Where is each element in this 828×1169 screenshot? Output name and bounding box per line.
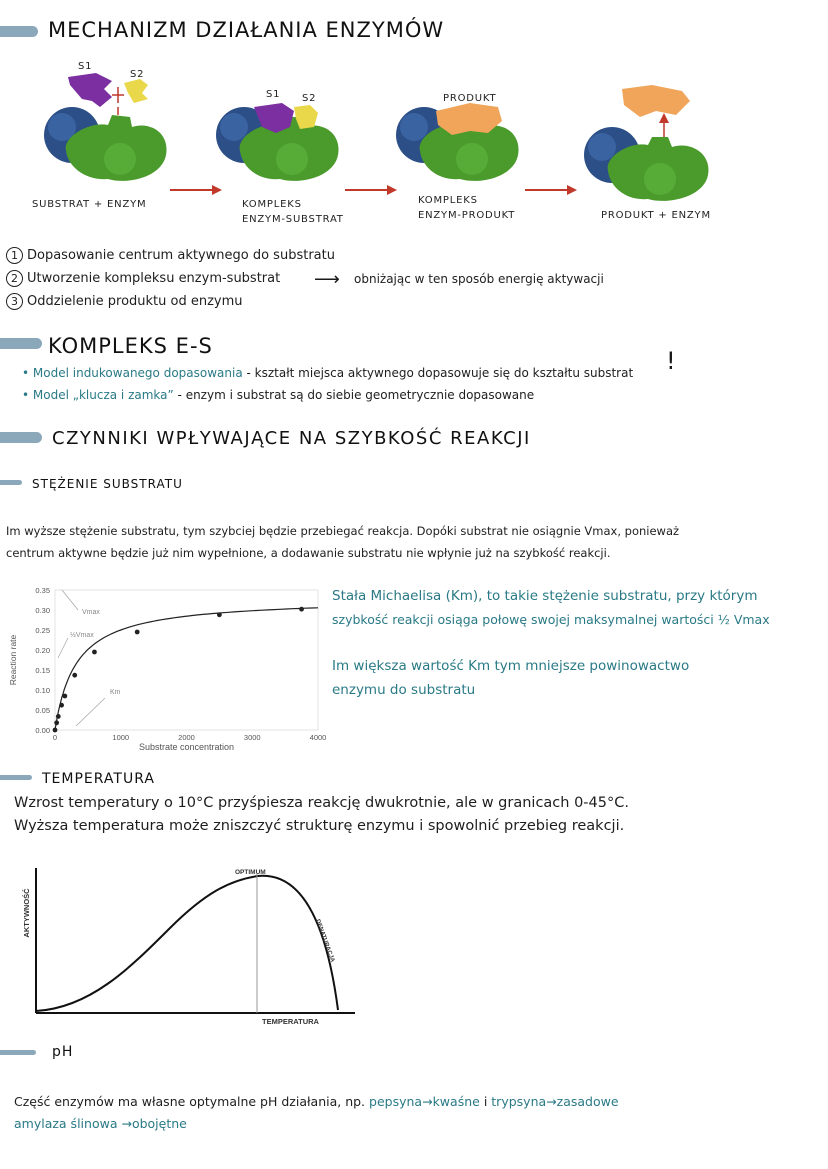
half-vmax-annotation: ½Vmax — [70, 632, 94, 639]
arrow-right-icon: ⟶ — [314, 269, 340, 290]
caption-kompleks: KOMPLEKS — [418, 195, 478, 206]
x-axis-label: Substrate concentration — [138, 742, 235, 752]
label-s1: S1 — [266, 89, 281, 100]
label-s2: S2 — [302, 93, 317, 104]
activity-curve — [36, 876, 338, 1011]
y-tick-label: 0.35 — [35, 586, 50, 595]
y-tick-label: 0.05 — [35, 706, 50, 715]
x-tick-label: 0 — [52, 733, 58, 742]
data-point — [59, 703, 64, 708]
subsection-marker — [0, 775, 32, 780]
km-pointer — [76, 698, 105, 726]
enzyme-stage-4 — [584, 85, 708, 201]
denaturation-label: DENATURACJA — [314, 918, 336, 964]
y-tick-label: 0.15 — [35, 666, 50, 675]
temperature-text-line-2: Wyższa temperatura może zniszczyć strukturę enzymu i spowolnić przebieg reakcji. — [14, 818, 625, 834]
label-s1: S1 — [78, 61, 93, 72]
subsection-title-ph: pH — [52, 1044, 74, 1060]
step-2: 2 Utworzenie kompleksu enzym-substrat — [6, 270, 280, 287]
section-title-kompleks: KOMPLEKS E-S — [48, 334, 213, 358]
data-point — [72, 673, 77, 678]
step-1: 1 Dopasowanie centrum aktywnego do substratu — [6, 247, 335, 264]
caption-enzym-produkt: ENZYM-PRODUKT — [418, 210, 516, 221]
km-note-line-2: szybkość reakcji osiąga połowę swojej maksymalnej wartości ½ Vmax — [332, 612, 770, 627]
step-3: 3 Oddzielenie produktu od enzymu — [6, 293, 243, 310]
subsection-title-temperature: TEMPERATURA — [42, 771, 155, 787]
temperature-text-line-1: Wzrost temperatury o 10°C przyśpiesza reakcję dwukrotnie, ale w granicach 0-45°C. — [14, 795, 629, 811]
x-tick-label: 3000 — [243, 733, 261, 742]
data-point — [62, 694, 67, 699]
y-tick-label: 0.25 — [35, 626, 50, 635]
y-tick-label: 0.30 — [35, 606, 50, 615]
enzyme-stage-1 — [44, 73, 167, 181]
y-axis-label: AKTYWNOŚĆ — [22, 888, 31, 938]
subsection-marker — [0, 1050, 36, 1055]
data-point — [54, 720, 59, 725]
exclamation-mark: ! — [666, 347, 676, 375]
michaelis-menten-chart — [0, 580, 327, 756]
temperature-activity-chart — [0, 858, 380, 1028]
ph-text-line-2: amylaza ślinowa →obojętne — [14, 1116, 187, 1131]
fitted-curve — [55, 608, 318, 730]
data-point — [56, 714, 61, 719]
vmax-annotation: Vmax — [82, 609, 100, 616]
x-tick-label: 4000 — [309, 733, 327, 742]
half-vmax-pointer — [58, 638, 68, 658]
data-point — [92, 650, 97, 655]
x-axis-label: TEMPERATURA — [262, 1017, 319, 1026]
enzyme-stage-3 — [396, 103, 519, 181]
model-item: • Model „klucza i zamka” - enzym i substrat są do siebie geometrycznie dopasowane — [22, 388, 535, 402]
caption-substrat-enzym: SUBSTRAT + ENZYM — [32, 199, 147, 210]
y-tick-label: 0.20 — [35, 646, 50, 655]
enzyme-stage-2 — [216, 103, 339, 181]
model-item: • Model indukowanego dopasowania - kształt miejsca aktywnego dopasowuje się do kształtu substrat — [22, 366, 634, 380]
data-point — [299, 607, 304, 612]
km-annotation: Km — [110, 689, 121, 696]
km-affinity-line-1: Im większa wartość Km tym mniejsze powinowactwo — [332, 658, 690, 674]
y-tick-label: 0.00 — [35, 726, 50, 735]
y-tick-label: 0.10 — [35, 686, 50, 695]
optimum-label: OPTIMUM — [235, 869, 266, 876]
step-2-note: obniżając w ten sposób energię aktywacji — [354, 272, 604, 286]
enzyme-mechanism-diagram — [0, 55, 828, 200]
ph-text-line-1: Część enzymów ma własne optymalne pH działania, np. pepsyna→kwaśne i trypsyna→zasadowe — [14, 1094, 619, 1109]
data-point — [135, 630, 140, 635]
data-point — [53, 728, 58, 733]
km-note-line-1: Stała Michaelisa (Km), to takie stężenie substratu, przy którym — [332, 588, 758, 604]
substrate-text-line-1: Im wyższe stężenie substratu, tym szybciej będzie przebiegać reakcja. Dopóki substrat nie osiągnie Vmax, ponieważ — [6, 524, 680, 538]
label-produkt: PRODUKT — [443, 93, 497, 104]
section-title-czynniki: CZYNNIKI WPŁYWAJĄCE NA SZYBKOŚĆ REAKCJI — [52, 428, 531, 449]
x-tick-label: 1000 — [112, 733, 130, 742]
section-marker — [0, 26, 38, 37]
substrate-text-line-2: centrum aktywne będzie już nim wypełnione, a dodawanie substratu nie wpłynie już na szybkość reakcji. — [6, 546, 611, 560]
subsection-marker — [0, 480, 22, 485]
arrow-icon — [170, 185, 222, 195]
caption-produkt-enzym: PRODUKT + ENZYM — [601, 210, 711, 221]
km-affinity-line-2: enzymu do substratu — [332, 682, 476, 698]
section-title-mechanism: MECHANIZM DZIAŁANIA ENZYMÓW — [48, 18, 445, 42]
arrow-icon — [525, 185, 577, 195]
label-s2: S2 — [130, 69, 145, 80]
data-point — [217, 612, 222, 617]
x-tick-label: 2000 — [178, 733, 195, 742]
caption-kompleks: KOMPLEKS — [242, 199, 302, 210]
section-marker — [0, 338, 42, 349]
vmax-pointer — [62, 590, 78, 610]
section-marker — [0, 432, 42, 443]
caption-enzym-substrat: ENZYM-SUBSTRAT — [242, 214, 344, 225]
subsection-title-substrate: STĘŻENIE SUBSTRATU — [32, 477, 183, 491]
arrow-icon — [345, 185, 397, 195]
y-axis-label: Reaction rate — [8, 634, 18, 686]
